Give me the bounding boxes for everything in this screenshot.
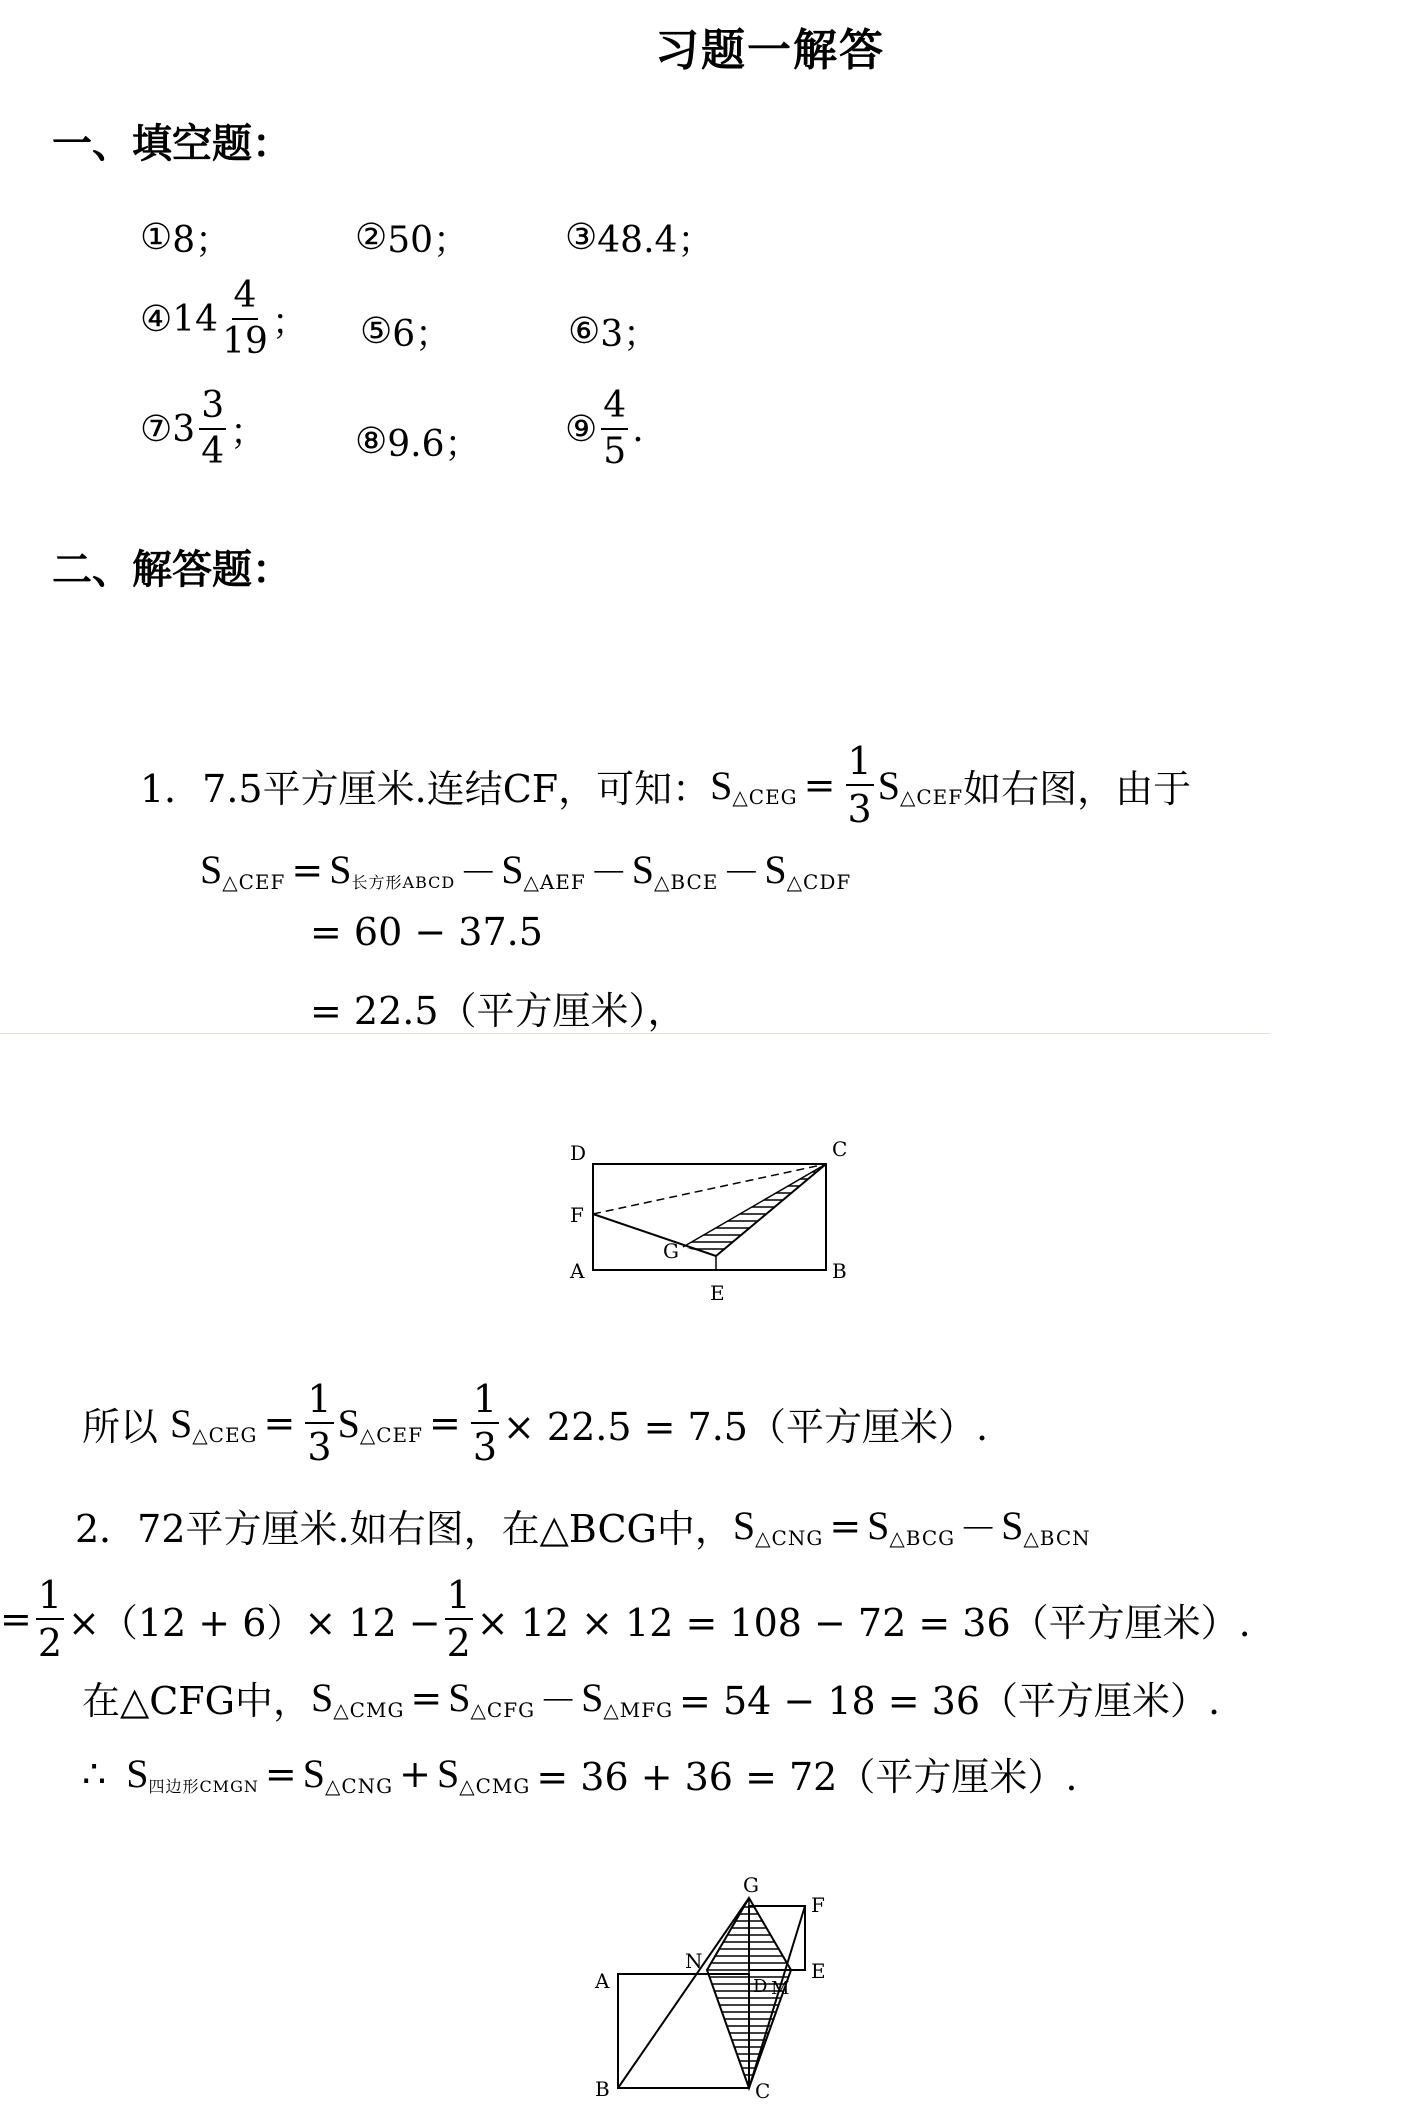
numerator: 4 <box>232 278 259 320</box>
area-symbol: S <box>448 1675 471 1720</box>
label-C: C <box>755 2079 771 2100</box>
fraction-one-third <box>471 1377 499 1469</box>
denominator: 3 <box>472 1425 498 1469</box>
answer-text: 48.4； <box>597 220 714 261</box>
area-symbol: S <box>867 1503 890 1548</box>
figure2-square-diagram <box>585 1870 855 2100</box>
conclusion-prefix: 所以 <box>82 1404 159 1449</box>
hatched-quad-CMGN <box>685 1900 815 2082</box>
numerator: 1 <box>471 1380 499 1424</box>
subscript: △BCE <box>654 869 719 894</box>
answer-suffix: ； <box>271 301 308 343</box>
label-G: G <box>663 1239 679 1263</box>
area-symbol: S <box>302 1751 325 1796</box>
answer-number: ② <box>355 217 388 258</box>
area-symbol: S <box>631 847 655 892</box>
calc-mid: ×（12 + 6）× 12 − <box>68 1600 441 1645</box>
subscript: △CEG <box>732 785 798 809</box>
area-symbol: S <box>710 762 733 808</box>
label-C: C <box>832 1137 848 1161</box>
problem1-step1: = 60 − 37.5 <box>310 910 543 954</box>
area-symbol: S <box>436 1751 460 1796</box>
area-symbol: S <box>329 847 352 892</box>
area-symbol: S <box>764 847 787 892</box>
denominator: 5 <box>603 431 627 472</box>
subscript: △CNG <box>324 1773 394 1798</box>
area-symbol: S <box>877 762 900 808</box>
answer-number: ④ <box>140 298 173 340</box>
label-F: F <box>570 1203 584 1227</box>
numerator: 4 <box>601 388 628 430</box>
subscript: 四边形CMGN <box>148 1777 259 1796</box>
page-title: 习题一解答 <box>655 25 885 76</box>
answer-text: 9.6； <box>387 424 481 465</box>
plus: + <box>399 1751 431 1796</box>
answer-fraction <box>222 275 268 362</box>
answer-2 <box>355 212 469 263</box>
subscript: △AEF <box>523 869 586 894</box>
answer-6 <box>568 306 659 357</box>
problem2-intro: 2．72平方厘米.如右图，在△BCG中， <box>75 1507 733 1551</box>
area-symbol: S <box>311 1675 334 1720</box>
minus: － <box>589 851 628 895</box>
calc-tail: × 12 × 12 = 108 − 72 = 36（平方厘米）. <box>476 1600 1251 1645</box>
label-F: F <box>811 1893 825 1917</box>
subscript: △CEF <box>899 785 964 809</box>
label-E: E <box>710 1281 725 1305</box>
minus: － <box>459 851 498 895</box>
figure1-rectangle-diagram <box>560 1130 880 1310</box>
problem1-step2: = 22.5（平方厘米）， <box>310 989 686 1033</box>
equals: = <box>428 1401 461 1445</box>
answer-suffix: ； <box>230 411 267 453</box>
answer-fraction <box>199 385 226 472</box>
label-N: N <box>685 1949 703 1973</box>
section-heading-solve: 二、解答题： <box>52 546 292 593</box>
area-symbol: S <box>337 1400 360 1446</box>
answer-number: ⑦ <box>140 408 173 450</box>
equals: = <box>263 1401 296 1445</box>
numerator: 3 <box>199 388 226 430</box>
answer-suffix: . <box>632 408 644 450</box>
subscript: △CEF <box>222 869 286 894</box>
label-B: B <box>832 1259 847 1283</box>
answer-number: ⑧ <box>355 421 388 462</box>
subscript: △MFG <box>603 1697 674 1722</box>
denominator: 3 <box>847 787 872 831</box>
answer-text: 8； <box>172 220 232 261</box>
equals: = <box>264 1751 297 1796</box>
equals: = <box>829 1503 862 1548</box>
fraction-one-half <box>36 1573 64 1665</box>
line4-tail: = 36 + 36 = 72（平方厘米）. <box>536 1755 1078 1799</box>
denominator: 2 <box>446 1621 471 1665</box>
label-M: M <box>771 1978 790 1999</box>
answer-fraction <box>601 385 628 472</box>
section-heading-fill: 一、填空题： <box>52 120 292 167</box>
answer-number: ③ <box>565 217 598 258</box>
answer-5 <box>360 306 451 357</box>
small-square <box>749 1906 805 1970</box>
subscript: 长方形ABCD <box>351 873 456 892</box>
line-CF <box>593 1164 826 1214</box>
equals: = <box>291 847 324 892</box>
label-E: E <box>811 1959 826 1983</box>
answer-7 <box>140 385 267 472</box>
label-D: D <box>753 1976 768 1997</box>
subscript: △CMG <box>459 1773 531 1798</box>
problem2-line4 <box>82 1746 1077 1801</box>
numerator: 1 <box>846 742 874 786</box>
line3-tail: = 54 − 18 = 36（平方厘米）. <box>679 1679 1221 1723</box>
fraction-one-half <box>445 1573 473 1665</box>
minus: － <box>722 851 761 895</box>
problem1-after: 如右图，由于 <box>963 766 1192 811</box>
numerator: 1 <box>445 1576 473 1620</box>
conclusion-tail: × 22.5 = 7.5（平方厘米）. <box>503 1404 989 1449</box>
subscript: △CNG <box>755 1525 824 1550</box>
subscript: △CDF <box>786 869 852 894</box>
area-symbol: S <box>126 1751 149 1796</box>
area-symbol: S <box>200 847 223 892</box>
problem2-line1 <box>75 1498 1091 1553</box>
minus: － <box>539 1679 578 1723</box>
subscript: △CFG <box>470 1697 536 1722</box>
equals: = <box>410 1675 443 1720</box>
line3-prefix: 在△CFG中， <box>82 1679 312 1723</box>
answer-text: 50； <box>387 220 470 261</box>
answer-number: ① <box>140 217 173 258</box>
problem1-line2 <box>200 842 851 897</box>
equals: = <box>803 763 836 807</box>
area-symbol: S <box>501 847 524 892</box>
area-symbol: S <box>581 1675 604 1720</box>
separator-line <box>0 1033 1270 1034</box>
answer-whole: 3 <box>172 408 196 450</box>
area-symbol: S <box>732 1503 756 1548</box>
subscript: △BCG <box>889 1525 956 1550</box>
line-BG <box>618 1898 749 2088</box>
problem2-line3 <box>82 1670 1220 1725</box>
answer-number: ⑨ <box>565 408 598 450</box>
label-G: G <box>743 1873 759 1897</box>
label-D: D <box>570 1141 587 1165</box>
problem1-conclusion <box>82 1377 989 1469</box>
label-A: A <box>595 1969 610 1993</box>
subscript: △CMG <box>333 1697 405 1722</box>
therefore-symbol: ∴ <box>82 1751 107 1796</box>
answer-4 <box>140 275 308 362</box>
fraction-one-third <box>846 739 874 831</box>
subscript: △BCN <box>1023 1525 1091 1550</box>
answer-number: ⑤ <box>360 311 393 352</box>
answer-3 <box>565 212 713 263</box>
denominator: 3 <box>307 1425 332 1469</box>
equals: = <box>0 1597 32 1641</box>
fraction-one-third <box>305 1377 333 1469</box>
denominator: 2 <box>37 1621 63 1665</box>
label-A: A <box>570 1259 585 1283</box>
minus: － <box>959 1507 998 1551</box>
answer-number: ⑥ <box>568 311 601 352</box>
answer-text: 6； <box>392 314 452 355</box>
answer-text: 3； <box>600 314 660 355</box>
area-symbol: S <box>170 1400 193 1446</box>
problem1-line1 <box>140 739 1192 831</box>
area-symbol: S <box>1001 1503 1024 1548</box>
problem1-intro: 1．7.5平方厘米.连结CF，可知： <box>140 766 711 811</box>
answer-1 <box>140 212 231 263</box>
answer-whole: 14 <box>172 298 219 340</box>
subscript: △CEG <box>192 1423 258 1447</box>
denominator: 19 <box>222 321 268 362</box>
label-B: B <box>595 2077 610 2100</box>
answer-9 <box>565 385 644 472</box>
numerator: 1 <box>36 1576 64 1620</box>
denominator: 4 <box>201 431 225 472</box>
subscript: △CEF <box>359 1423 423 1447</box>
problem2-line2 <box>0 1573 1251 1665</box>
answer-8 <box>355 416 481 467</box>
numerator: 1 <box>305 1380 333 1424</box>
